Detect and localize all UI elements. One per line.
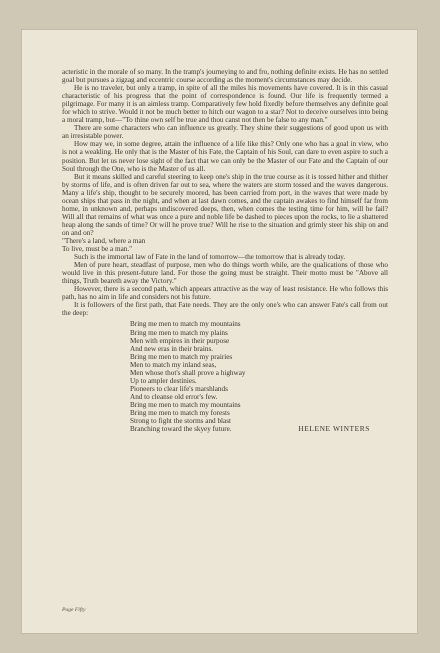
paragraph: How may we, in some degree, attain the influence of a life like this? Only one who has a goal in view, who is not a weakling. He only that is the Master of his Fate, the Captain of his Soul, can dare to even aspire to such a position. But let us never lose sight of the fact that we can only be the Master of our Fate and the Captain of our Soul through the One, who is the Master of us all. — [62, 140, 388, 173]
yearbook-page — [22, 30, 417, 633]
poem-line: Men with empires in their purpose — [130, 336, 230, 345]
paragraph: However, there is a second path, which appears attractive as the way of least resistance. He who follows this path, has no aim in life and considers not his future. — [62, 285, 388, 302]
essay-body — [62, 68, 388, 433]
poem-line: Bring me men to match my plains — [130, 328, 228, 337]
poem-line: Men whose thot's shall prove a highway — [130, 368, 246, 377]
poem-line: And to cleanse old error's few. — [130, 392, 218, 401]
paragraph: Men of pure heart, steadfast of purpose, men who do things worth while, are the qualications of those who would live in this present-future land. For those the going must be straight. Their motto must be "Above all things, Truth beareth away the Victory." — [62, 261, 388, 286]
poem-line: Bring me men to match my mountains — [130, 400, 241, 409]
poem — [130, 320, 388, 433]
poem-line: Bring me men to match my prairies — [130, 352, 233, 361]
paragraph: It is followers of the first path, that Fate needs. They are the only one's who can answer Fate's call from out the deep: — [62, 301, 388, 318]
paragraph: acteristic in the morale of so many. In the tramp's journeying to and fro, nothing definite exists. He has no settled goal but pursues a zigzag and eccentric course according as the moment's circumstances may decide. — [62, 68, 388, 85]
poem-line: Branching toward the skyey future. — [130, 425, 232, 434]
paragraph: He is no traveler, but only a tramp, in spite of all the miles his movements have covered. It is in this casual characteristic of his progress that the point of correspondence is found. Our life is frequently termed a pilgrimage. For many it is an aimless tramp. Comparatively few hold fixedly before themselves any definite goal for which to strive. Would it not be much better to hitch our wagon to a star? Not to deceive ourselves into being a moral tramp, but—"To thine own self be true and thou canst not then be false to any man." — [62, 84, 388, 125]
poem-line: Men to match my inland seas, — [130, 360, 217, 369]
paragraph: But it means skilled and careful steering to keep one's ship in the true course as it is tossed hither and thither by storms of life, and is often driven far out to sea, where the waters are storm tossed and the waves dangerous. Many a life's ship, thought to be securely moored, has been carried from port, in the waves that were made by ocean ships that pass in the night, and when at last dawn comes, and the captain awakes to find himself far from home, in unknown and, perhaps undiscovered deeps, then, when comes the testing time for him, will he fail? Will all that remains of what was once a pure and noble life be dashed to pieces upon the rocks, to lie a shattered heap along the sands of time? Or will he prove true? Will he rise to the situation and grimly steer his ship on and on and on? — [62, 172, 388, 237]
poem-line: Strong to fight the storms and blast — [130, 417, 232, 426]
paragraph: There are some characters who can influence us greatly. They shine their suggestions of good upon us with an irresistable power. — [62, 124, 388, 141]
poem-line: And new eras in their brains. — [130, 344, 214, 353]
poem-line: Bring me men to match my mountains — [130, 320, 241, 329]
quote-line: To live, must be a man." — [62, 245, 133, 254]
author-signature: HELENE WINTERS — [298, 424, 370, 434]
poem-line: Pioneers to clear life's marshlands — [130, 384, 228, 393]
paragraph: Such is the immortal law of Fate in the land of tomorrow—the tomorrow that is already today. — [74, 253, 346, 262]
page-number: Page Fifty — [62, 607, 86, 613]
poem-line: Up to ampler destinies. — [130, 376, 197, 385]
quoted-verse — [62, 237, 388, 253]
poem-line: Bring me men to match my forests — [130, 408, 230, 417]
quote-line: "There's a land, where a man — [62, 236, 146, 245]
